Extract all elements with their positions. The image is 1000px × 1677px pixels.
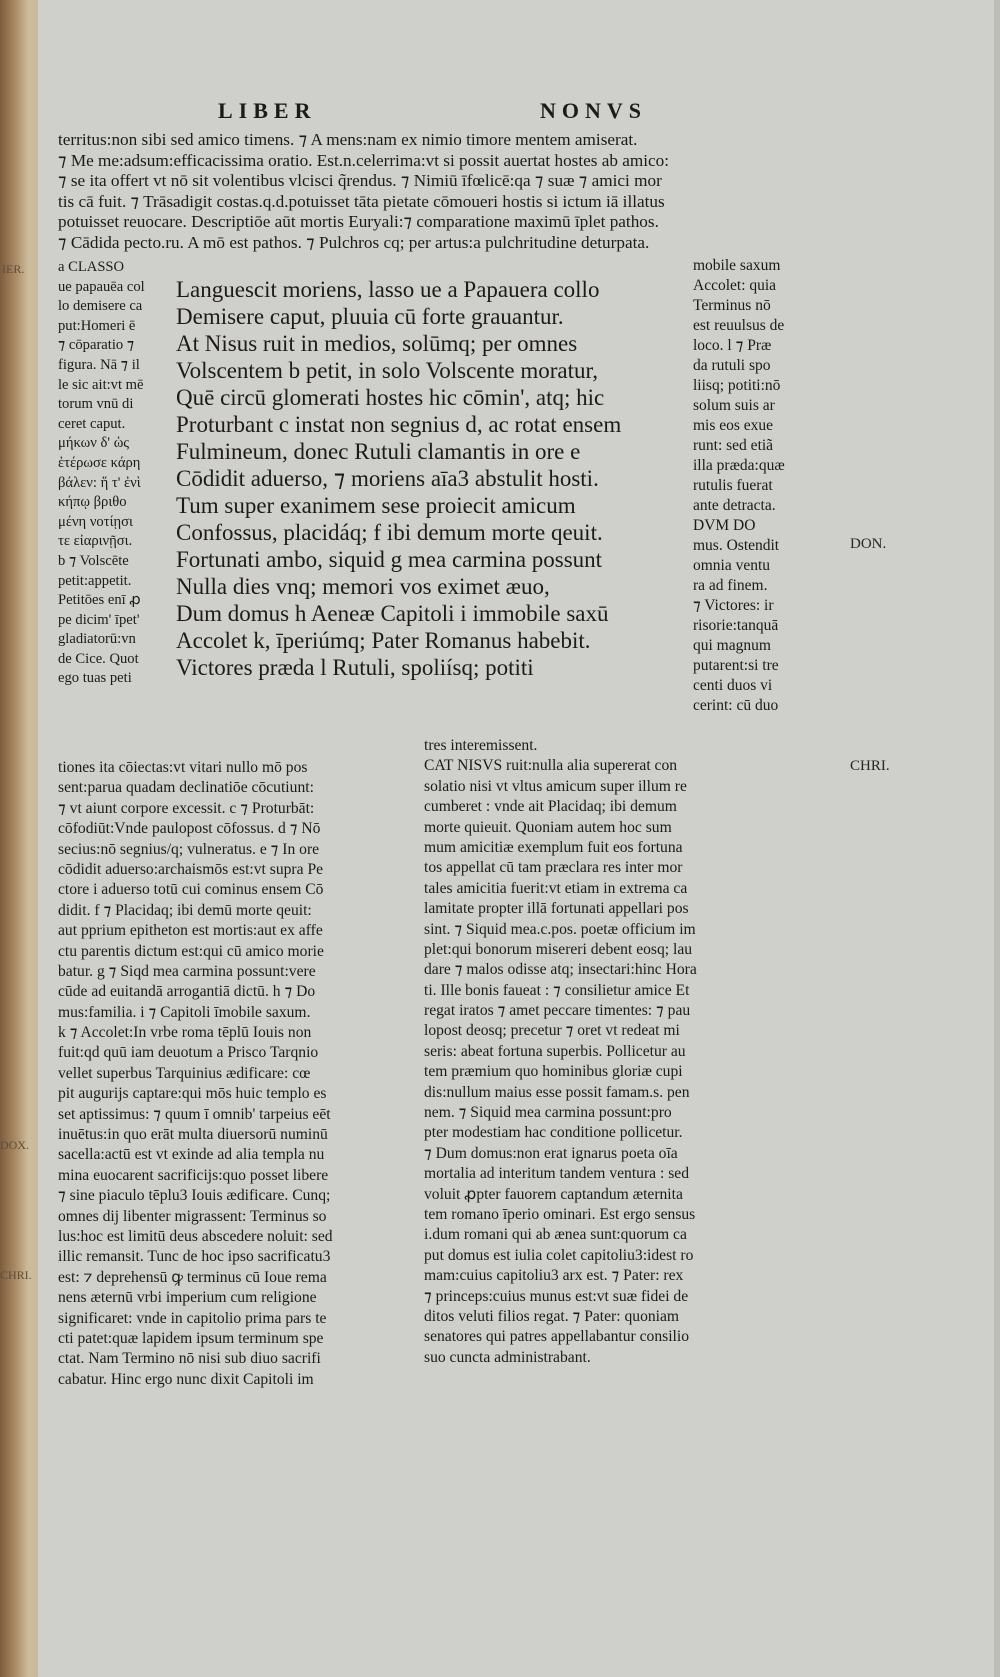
text-line: fuit:qd quū iam deuotum a Prisco Tarqnio [58, 1044, 319, 1062]
top-commentary [58, 130, 848, 253]
verse-line: Confossus, placidáq; f ibi demum morte qeuit. [176, 520, 603, 545]
gloss-line: est reuulsus de [693, 317, 785, 334]
text-line: ⁊ sine piaculo tēplu3 Iouis ædificare. Cunq; [58, 1187, 331, 1205]
text-line: lus:hoc est limitū deus abscedere noluit: sed [58, 1227, 333, 1245]
header-left: LIBER [218, 98, 317, 123]
text-line: tis cā fuit. ⁊ Trāsadigit costas.q.d.potuisset tāta pietate cōmoueri hostis si ictum iā illatus [58, 191, 665, 211]
text-line: sint. ⁊ Siquid mea.c.pos. poetæ officium im [424, 920, 696, 938]
gloss-line: ἑτέρωσε κάρη [58, 454, 141, 471]
margin-note: CHRI. [850, 758, 890, 774]
text-line: ⁊ vt aiunt corpore excessit. c ⁊ Proturbāt: [58, 799, 315, 817]
text-line: sent:parua quadam declinatiōe cōcutiunt: [58, 779, 314, 797]
text-line: plet:qui bonorum misereri debent eosq; lau [424, 940, 693, 958]
verse-line: At Nisus ruit in medios, solūmq; per omnes [176, 331, 578, 356]
text-line: nem. ⁊ Siquid mea carmina possunt:pro [424, 1104, 672, 1122]
text-line: dis:nullum maius esse possit famam.s. pen [424, 1083, 690, 1101]
gloss-line: mis eos exue [693, 417, 774, 434]
text-line: mam:cuius capitoliu3 arx est. ⁊ Pater: rex [424, 1267, 684, 1285]
gloss-line: centi duos vi [693, 677, 773, 694]
gloss-line: de Cice. Quot [58, 650, 139, 667]
gloss-line: cerint: cū duo [693, 697, 779, 714]
gloss-line: petit:appetit. [58, 572, 132, 589]
book-page [38, 0, 1000, 1677]
text-line: territus:non sibi sed amico timens. ⁊ A mens:nam ex nimio timore mentem amiserat. [58, 130, 638, 149]
gloss-line: risorie:tanquā [693, 617, 779, 634]
gloss-line: pe dicim' īpet' [58, 611, 140, 628]
verse-line: Nulla dies vnq; memori vos eximet æuo, [176, 574, 550, 599]
text-line: est: ⁊ deprehensū ꝙ terminus cū Ioue rema [58, 1268, 327, 1286]
text-line: batur. g ⁊ Siqd mea carmina possunt:vere [58, 962, 316, 980]
commentary-right-column [424, 736, 844, 1368]
text-line: vellet superbus Tarquinius ædificare: cœ [58, 1064, 311, 1082]
text-line: ⁊ Dum domus:non erat ignarus poeta oīa [424, 1144, 678, 1162]
verse-line: Accolet k, īperiúmq; Pater Romanus habebit. [176, 628, 591, 653]
gloss-line: gladiatorū:vn [58, 631, 136, 648]
running-header [38, 98, 1000, 128]
gloss-line: ue papauēa col [58, 278, 145, 295]
gloss-line: ⁊ cōparatio ⁊ [58, 337, 135, 354]
text-line: cumberet : vnde ait Placidaq; ibi demum [424, 798, 677, 816]
gloss-line: τε εἰαρινῇσι. [58, 533, 133, 550]
verse-line: Tum super exanimem sese proiecit amicum [176, 493, 576, 518]
gloss-line: Accolet: quia [693, 277, 777, 294]
text-line: cti patet:quæ lapidem ipsum terminum spe [58, 1329, 324, 1347]
gloss-line: le sic ait:vt mē [58, 376, 144, 393]
text-line: senatores qui patres appellabantur consilio [424, 1328, 690, 1346]
gloss-line: ego tuas peti [58, 670, 132, 687]
text-line: lamitate propter illā fortunati appellari pos [424, 900, 689, 918]
gloss-line: illa præda:quæ [693, 457, 785, 474]
gloss-line: a CLASSO [58, 259, 125, 275]
text-line: regat iratos ⁊ amet peccare timentes: ⁊ pau [424, 1002, 691, 1020]
text-line: suo cuncta administrabant. [424, 1348, 591, 1366]
gloss-line: put:Homeri ē [58, 317, 136, 334]
text-line: lopost deosq; precetur ⁊ oret vt redeat mi [424, 1022, 680, 1040]
verse-line: Demisere caput, pluuia cū forte grauantur. [176, 304, 564, 329]
text-line: ⁊ Cādida pecto.ru. A mō est pathos. ⁊ Pulchros cq; per artus:a pulchritudine deturpata. [58, 232, 650, 252]
main-verse-text [176, 276, 716, 681]
text-line: inuētus:in quo erāt multa diuersorū numinū [58, 1126, 328, 1144]
text-line: tos appellat cū tam præclara res inter mor [424, 859, 683, 877]
text-line: ditos veluti filios regat. ⁊ Pater: quoniam [424, 1307, 680, 1325]
text-line: pit augurijs captare:qui mōs huic templo es [58, 1085, 327, 1103]
gloss-line: κήπῳ βριθο [58, 494, 127, 511]
verse-line: Dum domus h Aeneæ Capitoli i immobile saxū [176, 601, 609, 626]
text-line: solatio nisi vt vltus amicum super illum re [424, 777, 687, 795]
text-line: secius:nō segnius/q; vulneratus. e ⁊ In ore [58, 840, 320, 858]
gloss-line: βάλεν: ἥ τ' ἐνὶ [58, 474, 141, 491]
text-line: k ⁊ Accolet:In vrbe roma tēplū Iouis non [58, 1024, 312, 1042]
verse-line: Fulmineum, donec Rutuli clamantis in ore e [176, 439, 581, 464]
gloss-line: mus. Ostendit [693, 537, 780, 554]
text-line: cōdidit aduerso:archaismōs est:vt supra Pe [58, 860, 324, 878]
gloss-line: qui magnum [693, 637, 771, 654]
margin-note: DON. [850, 536, 887, 552]
text-line: significaret: vnde in capitolio prima pars te [58, 1309, 327, 1327]
gloss-line: μένη νοτίῃσι [58, 513, 133, 530]
page-edge [994, 0, 1000, 1677]
gloss-line: ⁊ Victores: ir [693, 597, 774, 614]
text-line: tales amicitia fuerit:vt etiam in extrema ca [424, 879, 688, 897]
gloss-line: b ⁊ Volscēte [58, 552, 129, 569]
binding-note: CHRI. [0, 1268, 32, 1282]
gloss-line: loco. l ⁊ Præ [693, 337, 772, 354]
book-binding [0, 0, 38, 1677]
gloss-line: ante detracta. [693, 497, 776, 514]
gloss-line: putarent:si tre [693, 657, 779, 674]
text-line: pter modestiam hac conditione pollicetur. [424, 1124, 683, 1142]
text-line: voluit ꝓpter fauorem captandum æternita [424, 1185, 683, 1203]
text-line: ⁊ princeps:cuius munus est:vt suæ fidei de [424, 1287, 689, 1305]
text-line: tiones ita cōiectas:vt vitari nullo mō pos [58, 759, 308, 776]
verse-line: Languescit moriens, lasso ue a Papauera collo [176, 277, 600, 302]
verse-line: Volscentem b petit, in solo Volscente moratur, [176, 358, 598, 383]
text-line: tem romano īperio ominari. Est ergo sensus [424, 1205, 696, 1223]
header-right: NONVS [540, 98, 648, 123]
gloss-line: μήκων δ' ὡς [58, 435, 130, 452]
gloss-line: DVM DO [693, 517, 756, 534]
gloss-line: da rutuli spo [693, 357, 771, 374]
binding-note: DOX. [0, 1138, 29, 1152]
gloss-line: mobile saxum [693, 257, 781, 274]
text-line: ctore i aduerso totū cui cominus ensem Cō [58, 881, 324, 899]
text-line: ⁊ se ita offert vt nō sit volentibus vlcisci q̃rendus. ⁊ Nimiū īfœlicē:qa ⁊ suæ ⁊ amici mor [58, 171, 662, 190]
gloss-line: solum suis ar [693, 397, 775, 414]
text-line: nens æternū vrbi imperium cum religione [58, 1289, 317, 1307]
gloss-line: liisq; potiti:nō [693, 377, 781, 394]
text-line: mina euocarent sacrificijs:quo posset libere [58, 1166, 329, 1184]
gloss-line: rutulis fuerat [693, 477, 773, 494]
commentary-left-column [58, 758, 436, 1390]
text-line: cabatur. Hinc ergo nunc dixit Capitoli im [58, 1370, 314, 1388]
text-line: omnes dij libenter migrassent: Terminus so [58, 1207, 327, 1225]
gloss-line: lo demisere ca [58, 298, 143, 315]
text-line: ⁊ Me me:adsum:efficacissima oratio. Est.n.celerrima:vt si possit auertat hostes ab amico: [58, 150, 670, 170]
text-line: tem præmium quo hominibus gloriæ cupi [424, 1063, 683, 1081]
text-line: mum amicitiæ exemplum fuit eos fortuna [424, 838, 683, 856]
gloss-line: ra ad finem. [693, 577, 768, 594]
text-line: potuisset reuocare. Descriptiōe aūt mortis Euryali:⁊ comparatione maximū īplet pathos. [58, 212, 659, 231]
verse-line: Fortunati ambo, siquid g mea carmina possunt [176, 547, 603, 572]
text-line: aut pprium epitheton est mortis:aut ex affe [58, 922, 323, 940]
verse-line: Victores præda l Rutuli, spoliísq; potiti [176, 655, 534, 680]
text-line: mortalia ad interitum tandem ventura : sed [424, 1165, 690, 1183]
gloss-line: runt: sed etiã [693, 437, 774, 454]
text-line: didit. f ⁊ Placidaq; ibi demū morte qeuit: [58, 901, 312, 919]
gloss-line: torum vnū di [58, 396, 134, 413]
text-line: seris: abeat fortuna superbis. Pollicetur au [424, 1042, 686, 1060]
text-line: i.dum romani qui ab ænea sunt:quorum ca [424, 1226, 687, 1244]
gloss-line: Terminus nō [693, 297, 771, 314]
text-line: cōfodiūt:Vnde paulopost cōfossus. d ⁊ Nō [58, 820, 321, 838]
text-line: morte quieuit. Quoniam autem hoc sum [424, 818, 672, 836]
text-line: dare ⁊ malos odisse atq; insectari:hinc Hora [424, 961, 697, 979]
right-gloss-column [693, 256, 873, 716]
text-line: tres interemissent. [424, 737, 538, 754]
text-line: mus:familia. i ⁊ Capitoli īmobile saxum. [58, 1003, 311, 1021]
gloss-line: figura. Nā ⁊ il [58, 356, 140, 373]
gloss-line: omnia ventu [693, 557, 771, 574]
gloss-line: Petitōes enī ꝓ [58, 592, 141, 609]
verse-line: Cōdidit aduerso, ⁊ moriens aīa3 abstulit hosti. [176, 466, 599, 491]
verse-line: Quē circū glomerati hostes hic cōmin', atq; hic [176, 385, 605, 410]
text-line: cūde ad euitandā arrogantiā dictū. h ⁊ Do [58, 983, 316, 1001]
verse-line: Proturbant c instat non segnius d, ac rotat ensem [176, 412, 622, 437]
text-line: illic remansit. Tunc de hoc ipso sacrificatu3 [58, 1248, 331, 1266]
text-line: ctat. Nam Termino nō nisi sub diuo sacrifi [58, 1350, 321, 1368]
binding-note: IER. [2, 262, 25, 276]
text-line: CAT NISVS ruit:nulla alia supererat con [424, 757, 678, 775]
text-line: ti. Ille bonis faueat : ⁊ consilietur amice Et [424, 981, 690, 999]
text-line: ctu parentis dictum est:qui cū amico morie [58, 942, 324, 960]
left-gloss-column [58, 258, 176, 689]
text-line: sacella:actū est vt exinde ad alia templa nu [58, 1146, 325, 1164]
text-line: set aptissimus: ⁊ quum ī omnib' tarpeius eēt [58, 1105, 331, 1123]
gloss-line: ceret caput. [58, 415, 126, 432]
text-line: put domus est iulia colet capitoliu3:idest ro [424, 1246, 694, 1264]
